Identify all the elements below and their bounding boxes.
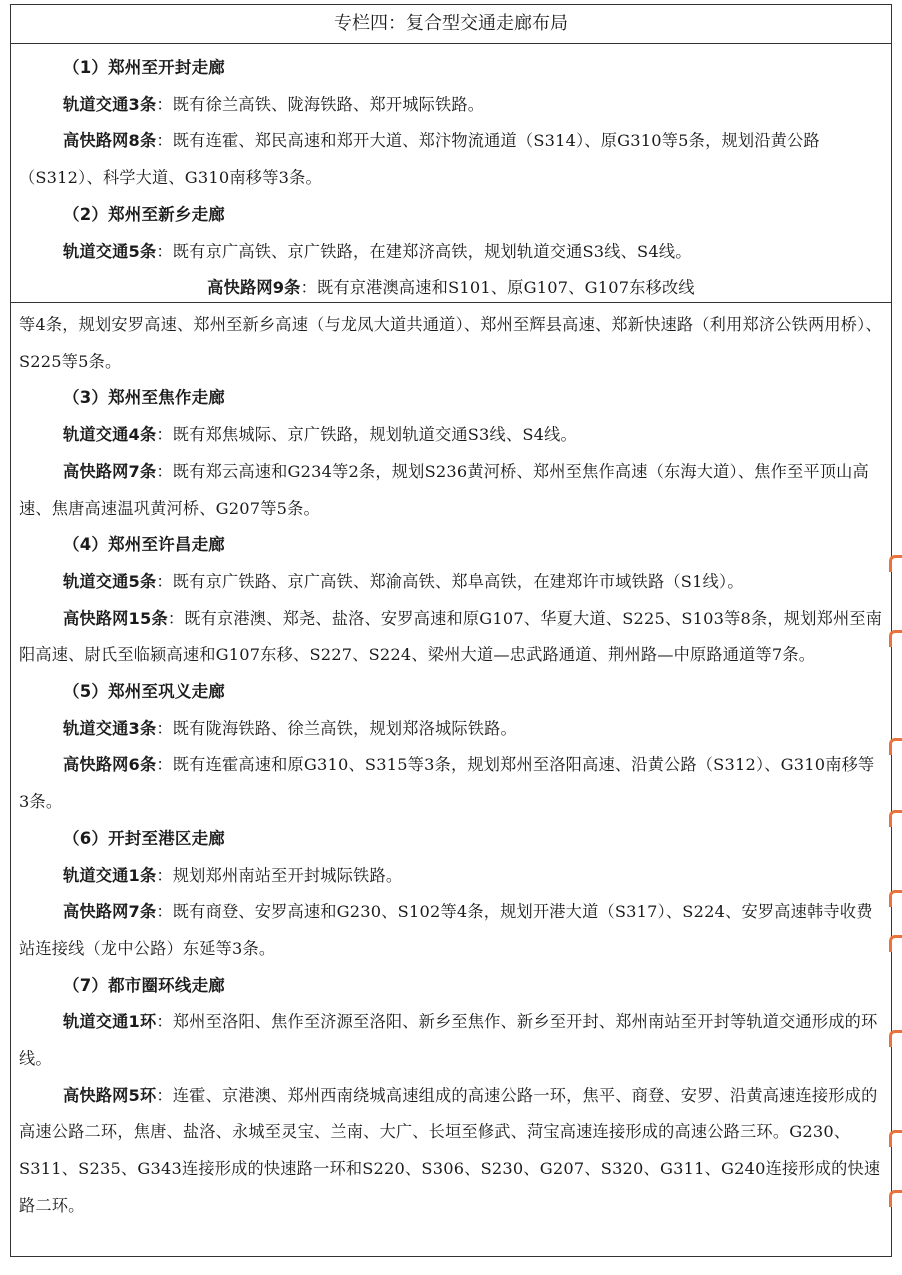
item-label: 高快路网7条 (63, 461, 157, 481)
orange-margin-mark (889, 935, 902, 952)
corridor-item (19, 1078, 883, 1225)
corridor-heading: （2）郑州至新乡走廊 (63, 204, 225, 224)
item-label: 轨道交通4条 (63, 425, 157, 445)
item-label: 轨道交通3条 (63, 94, 157, 114)
corridor-heading: （3）郑州至焦作走廊 (63, 388, 225, 408)
corridor-heading: （4）郑州至许昌走廊 (63, 535, 225, 555)
table-section-1 (11, 44, 891, 303)
item-text: ：既有郑焦城际、京广铁路，规划轨道交通S3线、S4线。 (156, 425, 577, 445)
table-title: 专栏四：复合型交通走廊布局 (11, 5, 891, 44)
corridor-item (19, 123, 883, 196)
item-text: ：既有京广铁路、京广高铁、郑渝高铁、郑阜高铁，在建郑许市域铁路（S1线）。 (156, 571, 744, 591)
orange-margin-mark (889, 1030, 902, 1047)
item-text: ：既有京港澳高速和S101、原G107、G107东移改线 (300, 278, 695, 298)
corridor-heading: （6）开封至港区走廊 (63, 828, 225, 848)
item-text: ：既有陇海铁路、徐兰高铁，规划郑洛城际铁路。 (156, 718, 517, 738)
item-text: ：既有连霍、郑民高速和郑开大道、郑汴物流通道（S314）、原G310等5条，规划沿黄公路（S312）、科学大道、G310南移等3条。 (19, 131, 820, 188)
item-label: 高快路网9条 (207, 278, 301, 298)
item-label: 轨道交通1环 (63, 1012, 157, 1032)
orange-margin-mark (889, 1190, 902, 1207)
item-text: ：既有徐兰高铁、陇海铁路、郑开城际铁路。 (156, 94, 485, 114)
corridor-item (19, 234, 883, 271)
item-label: 高快路网7条 (63, 902, 157, 922)
item-label: 轨道交通3条 (63, 718, 157, 738)
corridor-item (19, 1004, 883, 1077)
item-label: 轨道交通5条 (63, 241, 157, 261)
item-text: ：既有连霍高速和原G310、S315等3条，规划郑州至洛阳高速、沿黄公路（S312）、G310南移等3条。 (19, 755, 875, 812)
orange-margin-mark (889, 810, 902, 827)
item-text: ：既有郑云高速和G234等2条，规划S236黄河桥、郑州至焦作高速（东海大道）、焦作至平顶山高速、焦唐高速温巩黄河桥、G207等5条。 (19, 461, 869, 518)
corridor-item (19, 454, 883, 527)
orange-margin-mark (889, 1130, 902, 1147)
corridor-item (19, 858, 883, 895)
item-label: 轨道交通5条 (63, 571, 157, 591)
corridor-item (19, 747, 883, 820)
item-text: ：既有京港澳、郑尧、盐洛、安罗高速和原G107、华夏大道、S225、S103等8条，规划郑州至南阳高速、尉氏至临颍高速和G107东移、S227、S224、梁州大道—忠武路通道、荆州路—中原路通道等7条。 (19, 608, 883, 665)
corridor-heading: （5）郑州至巩义走廊 (63, 682, 225, 702)
orange-margin-mark (889, 630, 902, 647)
corridor-heading: （7）都市圈环线走廊 (63, 975, 225, 995)
corridor-item (19, 564, 883, 601)
corridor-item (19, 711, 883, 748)
orange-margin-mark (889, 738, 902, 755)
item-label: 高快路网5环 (63, 1085, 157, 1105)
item-label: 高快路网8条 (63, 131, 157, 151)
corridor-item (19, 417, 883, 454)
item-text: ：既有京广高铁、京广铁路，在建郑济高铁，规划轨道交通S3线、S4线。 (156, 241, 692, 261)
corridor-item (19, 87, 883, 124)
corridor-item (19, 601, 883, 674)
orange-margin-mark (889, 890, 902, 907)
table-frame (10, 4, 892, 1257)
item-text: ：郑州至洛阳、焦作至济源至洛阳、新乡至焦作、新乡至开封、郑州南站至开封等轨道交通形成的环线。 (19, 1012, 878, 1069)
orange-margin-mark (889, 555, 902, 572)
item-label: 高快路网15条 (63, 608, 168, 628)
item-text: ：规划郑州南站至开封城际铁路。 (156, 865, 403, 885)
item-text: ：连霍、京港澳、郑州西南绕城高速组成的高速公路一环，焦平、商登、安罗、沿黄高速连接形成的高速公路二环，焦唐、盐洛、永城至灵宝、兰南、大广、长垣至修武、菏宝高速连接形成的高速公路三环。G230、S311、S235、G343连接形成的快速路一环和S220、S306、S230、G207、S320、G311、G240连接形成的快速路二环。 (19, 1085, 881, 1215)
item-label: 高快路网6条 (63, 755, 157, 775)
corridor-heading: （1）郑州至开封走廊 (63, 58, 225, 77)
item-label: 轨道交通1条 (63, 865, 157, 885)
corridor-item (19, 270, 883, 303)
paragraph-continuation: 等4条，规划安罗高速、郑州至新乡高速（与龙凤大道共通道）、郑州至辉县高速、郑新快速路（利用郑济公铁两用桥）、S225等5条。 (19, 315, 882, 371)
item-text: ：既有商登、安罗高速和G230、S102等4条，规划开港大道（S317）、S224、安罗高速韩寺收费站连接线（龙中公路）东延等3条。 (19, 902, 873, 958)
table-section-2 (11, 303, 891, 1256)
corridor-item (19, 894, 883, 967)
